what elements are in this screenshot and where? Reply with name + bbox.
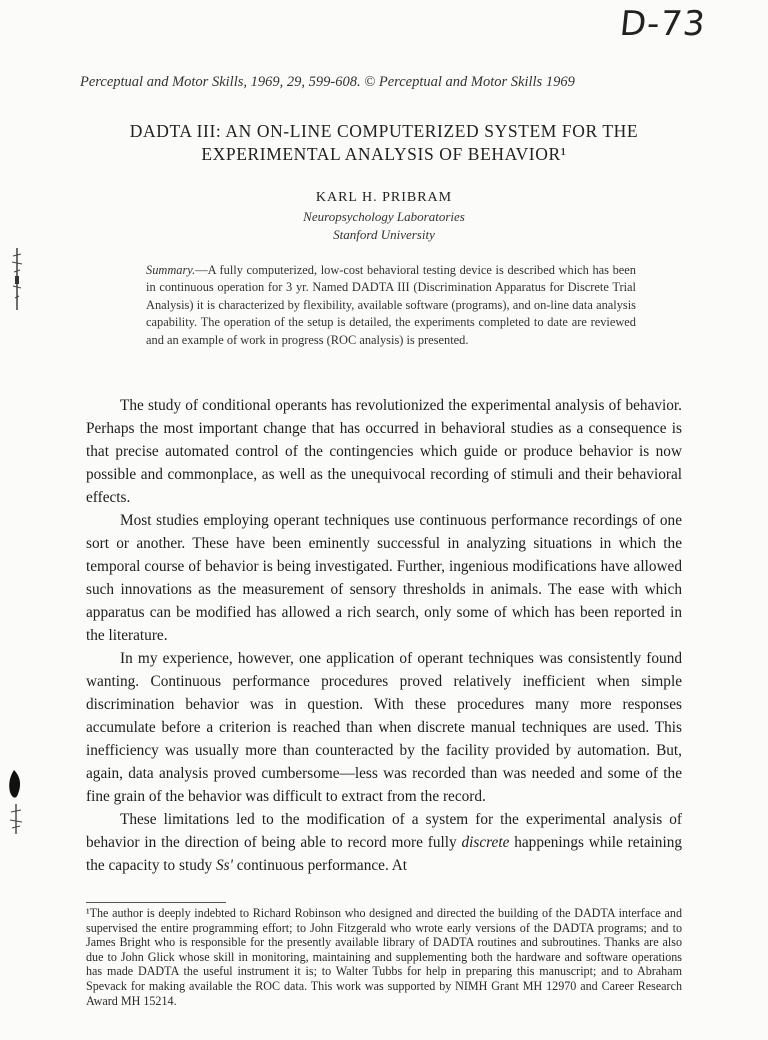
paragraph-2: Most studies employing operant techniques use continuous performance recordings of one sort or another. These have been eminently successful in analyzing situations in which the temporal course of behavior is being investigated. Further, ingenious modifications have allowed such innovations as the measurement of sensory thresholds in animals. The ease with which apparatus can be modified has allowed a rich search, only some of which has been reported in the literature. [86,512,682,644]
title-line-2: EXPERIMENTAL ANALYSIS OF BEHAVIOR¹ [201,144,567,164]
affiliation-university: Stanford University [333,227,435,242]
paragraph-1: The study of conditional operants has revolutionized the experimental analysis of behavior. Perhaps the most important change that has occurred in behavioral studies as a consequence is that precise automated control of the contingencies which guide or produce behavior is now possible and commonplace, as well as the unequivocal recording of stimuli and their behavioral effects. [86,397,682,506]
body-text [86,394,682,877]
footnote-rule [86,902,226,903]
abstract-text: —A fully computerized, low-cost behavioral testing device is described which has been in continuous operation for 3 yr. Named DADTA III (Discrimination Apparatus for Discrete Trial Analysis) it is characterized by flexibility, available software (programs), and on-line data analysis capability. The operation of the setup is detailed, the experiments completed to date are reviewed and an example of work in progress (ROC analysis) is presented. [146,263,636,347]
paper-title [90,120,678,166]
author-name: KARL H. PRIBRAM [315,190,453,205]
author-affiliation [90,208,678,244]
paragraph-4-start: These limitations led to the modification of a system for the experimental analysis of behavior in the direction of being able to record more fully [86,811,682,851]
paragraph-3: In my experience, however, one application of operant techniques was consistently found wanting. Continuous performance procedures proved relatively inefficient when simple discrimination behavior was in question. With these procedures many more responses accumulate before a criterion is reached than when discrete manual techniques are used. This inefficiency was usually more than counteracted by the facility provided by automation. But, again, data analysis proved cumbersome—less was recorded than was needed and some of the fine grain of the behavior was difficult to extract from the record. [86,650,682,805]
title-line-1: DADTA III: AN ON-LINE COMPUTERIZED SYSTEM FOR THE [129,121,639,141]
paragraph-4-italic: discrete [461,834,510,851]
binding-mark-upper [10,246,24,312]
paragraph-4-end: continuous performance. At [232,857,408,874]
affiliation-lab: Neuropsychology Laboratories [303,209,465,224]
paragraph-4-italic-2: Ss' [216,857,233,874]
abstract [146,262,636,349]
abstract-lead: Summary. [146,263,196,277]
handwritten-document-number: D-73 [617,4,708,44]
paragraph-4-mid: happenings while retaining the capacity to study [86,834,683,874]
footnote: ¹The author is deeply indebted to Richard Robinson who designed and directed the building of the DADTA interface and supervised the entire programming effort; to John Fitzgerald who wrote early versions of the DADTA programs; and to James Bright who is responsible for the presently available library of DADTA routines and subroutines. Thanks are also due to John Glick whose skill in monitoring, maintaining and supplementing both the hardware and software operations has made DADTA the useful instrument it is; to Walter Tubbs for help in preparing this manuscript; and to Abraham Spevack for making available the ROC data. This work was supported by NIMH Grant MH 12970 and Career Research Award MH 15214. [86,906,682,1008]
paragraph-4 [86,808,682,877]
journal-citation: Perceptual and Motor Skills, 1969, 29, 599-608. © Perceptual and Motor Skills 1969 [80,74,575,90]
binding-mark-lower [4,768,28,838]
